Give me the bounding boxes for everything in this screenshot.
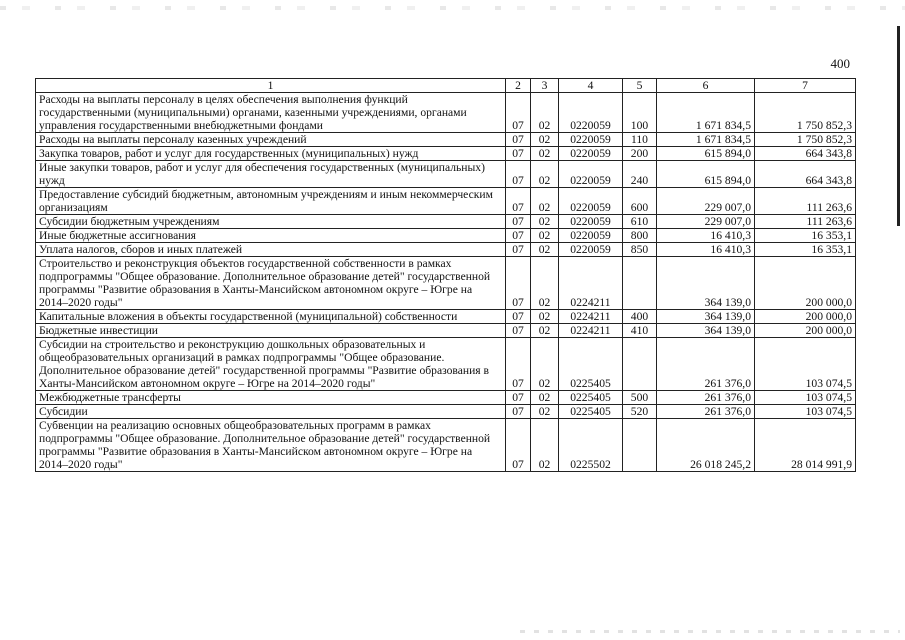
amount-col-6: 364 139,0 xyxy=(657,310,755,324)
amount-col-6: 1 671 834,5 xyxy=(657,133,755,147)
subsection-code: 02 xyxy=(531,215,559,229)
page-number: 400 xyxy=(830,56,850,71)
amount-col-7: 103 074,5 xyxy=(755,338,856,391)
header-col-5: 5 xyxy=(623,79,657,93)
target-article-code: 0224211 xyxy=(559,310,623,324)
section-code: 07 xyxy=(506,133,531,147)
expense-type-code: 400 xyxy=(623,310,657,324)
expense-type-code: 520 xyxy=(623,405,657,419)
row-description: Расходы на выплаты персоналу казенных учреждений xyxy=(36,133,506,147)
header-col-4: 4 xyxy=(559,79,623,93)
expense-type-code xyxy=(623,338,657,391)
header-col-2: 2 xyxy=(506,79,531,93)
section-code: 07 xyxy=(506,324,531,338)
amount-col-7: 664 343,8 xyxy=(755,147,856,161)
target-article-code: 0224211 xyxy=(559,324,623,338)
row-description: Иные закупки товаров, работ и услуг для обеспечения государственных (муниципальных) нужд xyxy=(36,161,506,188)
amount-col-7: 16 353,1 xyxy=(755,243,856,257)
target-article-code: 0220059 xyxy=(559,133,623,147)
section-code: 07 xyxy=(506,93,531,133)
subsection-code: 02 xyxy=(531,310,559,324)
target-article-code: 0225405 xyxy=(559,391,623,405)
section-code: 07 xyxy=(506,310,531,324)
expense-type-code xyxy=(623,419,657,472)
subsection-code: 02 xyxy=(531,324,559,338)
section-code: 07 xyxy=(506,391,531,405)
row-description: Субсидии xyxy=(36,405,506,419)
subsection-code: 02 xyxy=(531,257,559,310)
header-col-3: 3 xyxy=(531,79,559,93)
amount-col-7: 103 074,5 xyxy=(755,405,856,419)
amount-col-6: 364 139,0 xyxy=(657,324,755,338)
expense-type-code: 610 xyxy=(623,215,657,229)
target-article-code: 0224211 xyxy=(559,257,623,310)
subsection-code: 02 xyxy=(531,243,559,257)
target-article-code: 0225405 xyxy=(559,405,623,419)
amount-col-7: 200 000,0 xyxy=(755,310,856,324)
amount-col-6: 229 007,0 xyxy=(657,188,755,215)
amount-col-7: 28 014 991,9 xyxy=(755,419,856,472)
scan-noise-bottom xyxy=(520,630,900,633)
amount-col-7: 111 263,6 xyxy=(755,188,856,215)
target-article-code: 0220059 xyxy=(559,147,623,161)
table-body xyxy=(36,93,856,472)
header-row xyxy=(36,79,856,93)
target-article-code: 0220059 xyxy=(559,93,623,133)
amount-col-6: 261 376,0 xyxy=(657,391,755,405)
table-row xyxy=(36,324,856,338)
section-code: 07 xyxy=(506,188,531,215)
row-description: Бюджетные инвестиции xyxy=(36,324,506,338)
row-description: Уплата налогов, сборов и иных платежей xyxy=(36,243,506,257)
section-code: 07 xyxy=(506,338,531,391)
row-description: Субсидии на строительство и реконструкцию дошкольных образовательных и общеобразовательных организаций в рамках подпрограммы "Общее образование. Дополнительное образование детей" государственной программы "Развитие образования в Ханты-Мансийском автономном округе – Югре на 2014–2020 годы" xyxy=(36,338,506,391)
expense-type-code: 410 xyxy=(623,324,657,338)
table-row xyxy=(36,405,856,419)
header-col-6: 6 xyxy=(657,79,755,93)
amount-col-6: 16 410,3 xyxy=(657,229,755,243)
row-description: Предоставление субсидий бюджетным, автономным учреждениям и иным некоммерческим организациям xyxy=(36,188,506,215)
subsection-code: 02 xyxy=(531,133,559,147)
table-row xyxy=(36,188,856,215)
table-row xyxy=(36,310,856,324)
subsection-code: 02 xyxy=(531,405,559,419)
amount-col-7: 200 000,0 xyxy=(755,324,856,338)
expense-type-code: 500 xyxy=(623,391,657,405)
target-article-code: 0220059 xyxy=(559,229,623,243)
amount-col-6: 26 018 245,2 xyxy=(657,419,755,472)
expense-type-code: 240 xyxy=(623,161,657,188)
table-row xyxy=(36,93,856,133)
amount-col-6: 615 894,0 xyxy=(657,147,755,161)
row-description: Иные бюджетные ассигнования xyxy=(36,229,506,243)
header-col-1: 1 xyxy=(36,79,506,93)
target-article-code: 0225502 xyxy=(559,419,623,472)
table-row xyxy=(36,243,856,257)
target-article-code: 0225405 xyxy=(559,338,623,391)
table-row xyxy=(36,133,856,147)
expense-type-code: 800 xyxy=(623,229,657,243)
expense-type-code: 600 xyxy=(623,188,657,215)
section-code: 07 xyxy=(506,419,531,472)
amount-col-6: 261 376,0 xyxy=(657,405,755,419)
expense-type-code xyxy=(623,257,657,310)
table-row xyxy=(36,419,856,472)
amount-col-7: 111 263,6 xyxy=(755,215,856,229)
subsection-code: 02 xyxy=(531,338,559,391)
section-code: 07 xyxy=(506,243,531,257)
section-code: 07 xyxy=(506,215,531,229)
table-row xyxy=(36,229,856,243)
row-description: Субвенции на реализацию основных общеобразовательных программ в рамках подпрограммы "Общее образование. Дополнительное образование детей" государственной программы "Развитие образования в Ханты-Мансийском автономном округе – Югре на 2014–2020 годы" xyxy=(36,419,506,472)
table-row xyxy=(36,147,856,161)
amount-col-6: 229 007,0 xyxy=(657,215,755,229)
table-row xyxy=(36,215,856,229)
amount-col-6: 261 376,0 xyxy=(657,338,755,391)
header-col-7: 7 xyxy=(755,79,856,93)
subsection-code: 02 xyxy=(531,229,559,243)
amount-col-7: 664 343,8 xyxy=(755,161,856,188)
amount-col-6: 364 139,0 xyxy=(657,257,755,310)
amount-col-7: 16 353,1 xyxy=(755,229,856,243)
section-code: 07 xyxy=(506,147,531,161)
subsection-code: 02 xyxy=(531,161,559,188)
subsection-code: 02 xyxy=(531,188,559,215)
amount-col-7: 200 000,0 xyxy=(755,257,856,310)
budget-table xyxy=(35,78,856,472)
amount-col-6: 615 894,0 xyxy=(657,161,755,188)
amount-col-6: 16 410,3 xyxy=(657,243,755,257)
subsection-code: 02 xyxy=(531,147,559,161)
subsection-code: 02 xyxy=(531,391,559,405)
subsection-code: 02 xyxy=(531,93,559,133)
expense-type-code: 100 xyxy=(623,93,657,133)
target-article-code: 0220059 xyxy=(559,215,623,229)
amount-col-7: 103 074,5 xyxy=(755,391,856,405)
section-code: 07 xyxy=(506,257,531,310)
target-article-code: 0220059 xyxy=(559,243,623,257)
subsection-code: 02 xyxy=(531,419,559,472)
row-description: Субсидии бюджетным учреждениям xyxy=(36,215,506,229)
row-description: Строительство и реконструкция объектов государственной собственности в рамках подпрограммы "Общее образование. Дополнительное образование детей" государственной программы "Развитие образования в Ханты-Мансийском автономном округе – Югре на 2014–2020 годы" xyxy=(36,257,506,310)
table-row xyxy=(36,161,856,188)
scan-edge-mark xyxy=(897,26,900,226)
row-description: Капитальные вложения в объекты государственной (муниципальной) собственности xyxy=(36,310,506,324)
table-row xyxy=(36,338,856,391)
target-article-code: 0220059 xyxy=(559,188,623,215)
target-article-code: 0220059 xyxy=(559,161,623,188)
section-code: 07 xyxy=(506,229,531,243)
amount-col-7: 1 750 852,3 xyxy=(755,133,856,147)
expense-type-code: 200 xyxy=(623,147,657,161)
amount-col-6: 1 671 834,5 xyxy=(657,93,755,133)
amount-col-7: 1 750 852,3 xyxy=(755,93,856,133)
row-description: Межбюджетные трансферты xyxy=(36,391,506,405)
section-code: 07 xyxy=(506,161,531,188)
table-row xyxy=(36,257,856,310)
row-description: Расходы на выплаты персоналу в целях обеспечения выполнения функций государственными (муниципальными) органами, казенными учреждениями, органами управления государственными внебюджетными фондами xyxy=(36,93,506,133)
row-description: Закупка товаров, работ и услуг для государственных (муниципальных) нужд xyxy=(36,147,506,161)
scan-noise-top xyxy=(0,6,905,10)
expense-type-code: 850 xyxy=(623,243,657,257)
table-row xyxy=(36,391,856,405)
expense-type-code: 110 xyxy=(623,133,657,147)
section-code: 07 xyxy=(506,405,531,419)
